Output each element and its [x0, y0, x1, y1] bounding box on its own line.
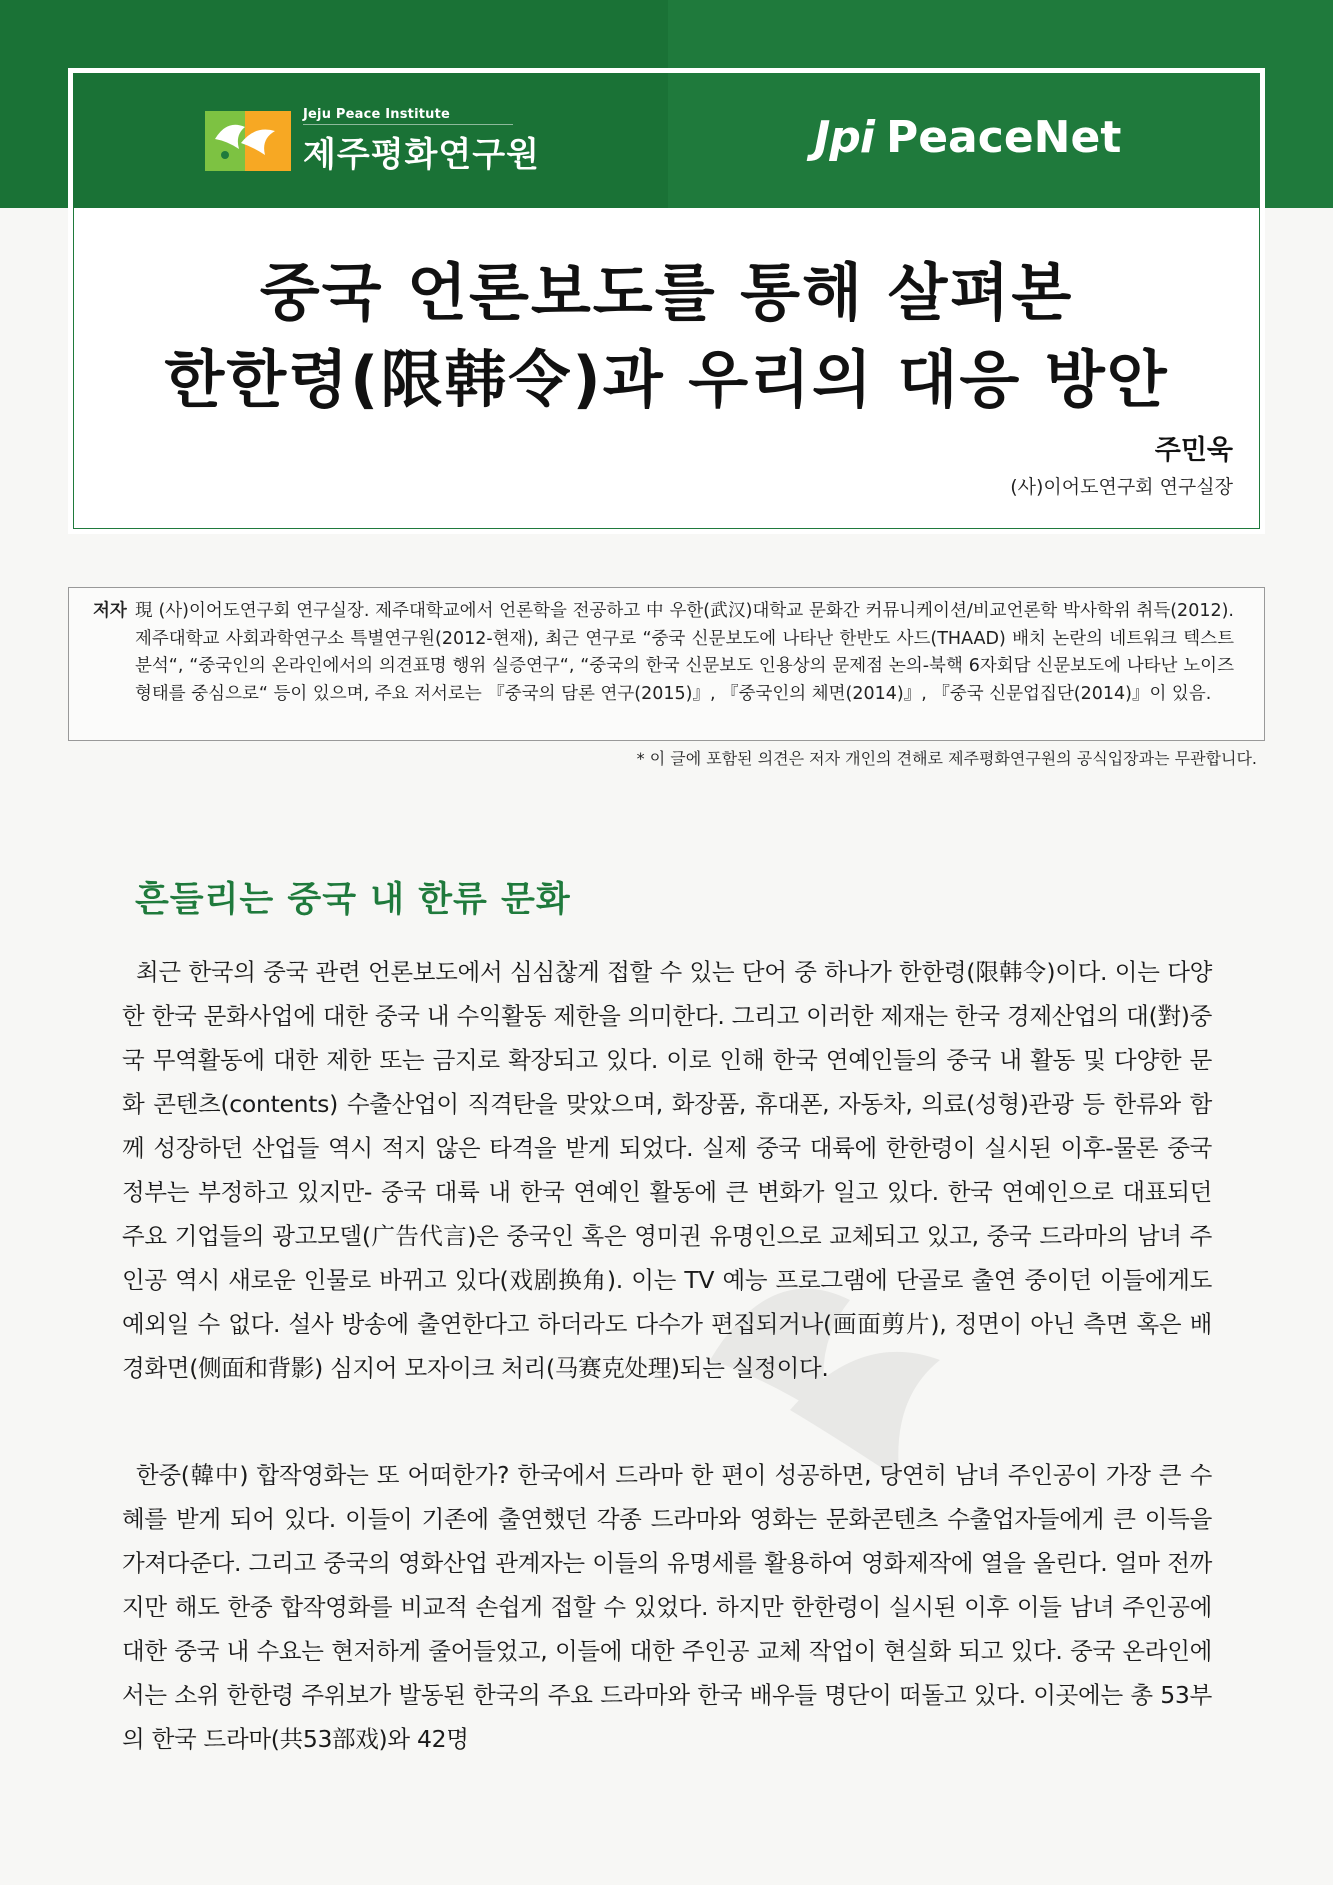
jeju-peace-institute-logo[interactable] [205, 108, 540, 174]
title-line-2: 한한령(限韩令)과 우리의 대응 방안 [164, 343, 1169, 416]
title-line-1: 중국 언론보도를 통해 살펴본 [259, 256, 1074, 329]
body-paragraph: 최근 한국의 중국 관련 언론보도에서 심심찮게 접할 수 있는 단어 중 하나가 한한령(限韩令)이다. 이는 다양한 한국 문화사업에 대한 중국 내 수익활동 제한을 의미한다. 그리고 이러한 제재는 한국 경제산업의 대(對)중국 무역활동에 대한 제한 또는 금지로 확장되고 있다. 이로 인해 한국 연예인들의 중국 내 활동 및 다양한 문화 콘텐츠(contents) 수출산업이 직격탄을 맞았으며, 화장품, 휴대폰, 자동차, 의료(성형)관광 등 한류와 함께 성장하던 산업들 역시 적지 않은 타격을 받게 되었다. 실제 중국 대륙에 한한령이 실시된 이후-물론 중국 정부는 부정하고 있지만- 중국 대륙 내 한국 연예인 활동에 큰 변화가 일고 있다. 한국 연예인으로 대표되던 주요 기업들의 광고모델(广告代言)은 중국인 혹은 영미권 유명인으로 교체되고 있고, 중국 드라마의 남녀 주인공 역시 새로운 인물로 바뀌고 있다(戏剧换角). 이는 TV 예능 프로그램에 단골로 출연 중이던 이들에게도 예외일 수 없다. 설사 방송에 출연한다고 하더라도 다수가 편집되거나(画面剪片), 정면이 아닌 측면 혹은 배경화면(侧面和背影) 심지어 모자이크 처리(马赛克处理)되는 실정이다. [122, 958, 1212, 1382]
logo-english-name: Jeju Peace Institute [303, 107, 513, 125]
dove-logo-icon [205, 109, 293, 173]
author-name: 주민욱 [1154, 435, 1233, 466]
bio-label: 저자 [93, 601, 127, 621]
jpi-mark: Jpi [814, 112, 874, 163]
logo-korean-name: 제주평화연구원 [303, 134, 540, 175]
author-bio-box [68, 587, 1265, 741]
peacenet-wordmark: PeaceNet [885, 112, 1122, 163]
bio-text: 現 (사)이어도연구회 연구실장. 제주대학교에서 언론학을 전공하고 中 우한(武汉)대학교 문화간 커뮤니케이션/비교언론학 박사학위 취득(2012). 제주대학교 사회과학연구소 특별연구원(2012-현재), 최근 연구로 “중국 신문보도에 나타난 한반도 사드(THAAD) 배치 논란의 네트워크 텍스트 분석“, “중국인의 온라인에서의 의견표명 행위 실증연구“, “중국의 한국 신문보도 인용상의 문제점 논의-북핵 6자회담 신문보도에 나타난 노이즈 형태를 중심으로“ 등이 있으며, 주요 저서로는 『중국의 담론 연구(2015)』, 『중국인의 체면(2014)』, 『중국 신문업집단(2014)』이 있음. [135, 601, 1234, 704]
disclaimer: * 이 글에 포함된 의견은 저자 개인의 견해로 제주평화연구원의 공식입장과는 무관합니다. [636, 749, 1257, 768]
author-affiliation: (사)이어도연구회 연구실장 [1010, 476, 1233, 498]
peacenet-logo[interactable] [814, 112, 1121, 163]
section-title: 흔들리는 중국 내 한류 문화 [135, 880, 571, 920]
body-paragraph: 한중(韓中) 합작영화는 또 어떠한가? 한국에서 드라마 한 편이 성공하면, 당연히 남녀 주인공이 가장 큰 수혜를 받게 되어 있다. 이들이 기존에 출연했던 각종 드라마와 영화는 문화콘텐츠 수출업자들에게 큰 이득을 가져다준다. 그리고 중국의 영화산업 관계자는 이들의 유명세를 활용하여 영화제작에 열을 올린다. 얼마 전까지만 해도 한중 합작영화를 비교적 손쉽게 접할 수 있었다. 하지만 한한령이 실시된 이후 이들 남녀 주인공에 대한 중국 내 수요는 현저하게 줄어들었고, 이들에 대한 주인공 교체 작업이 현실화 되고 있다. 중국 온라인에서는 소위 한한령 주위보가 발동된 한국의 주요 드라마와 한국 배우들 명단이 떠돌고 있다. 이곳에는 총 53부의 한국 드라마(共53部戏)와 42명 [122, 1461, 1212, 1753]
